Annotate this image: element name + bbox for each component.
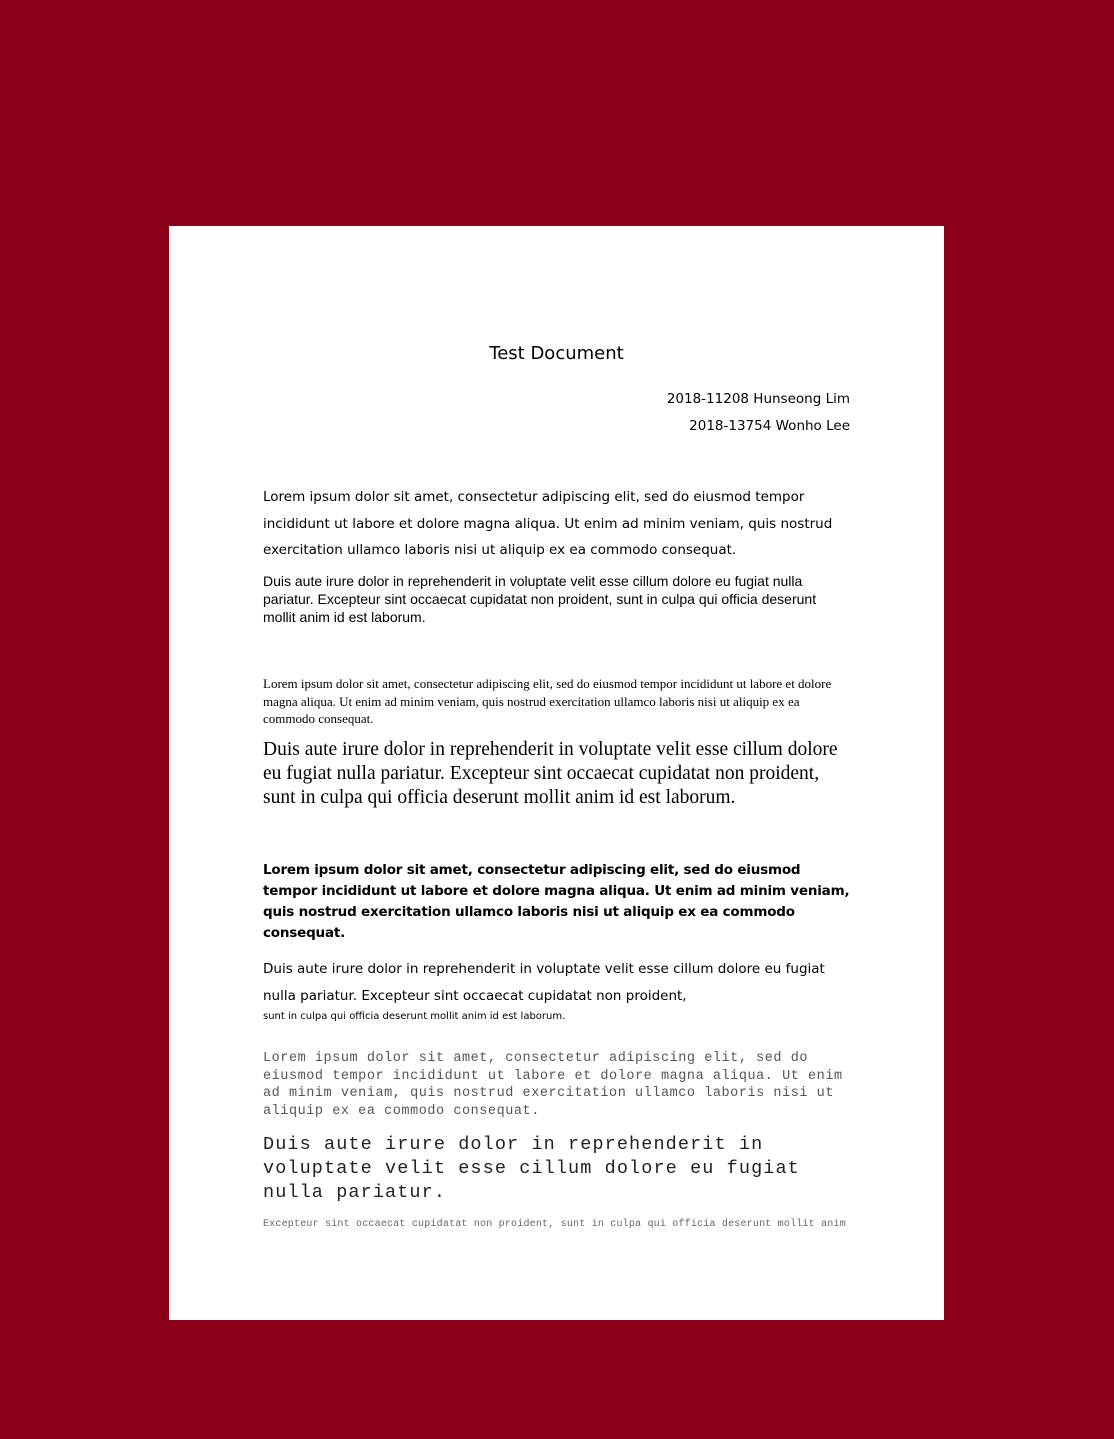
- section-mono: [263, 1050, 850, 1231]
- section-serif: [263, 675, 850, 810]
- paragraph: Duis aute irure dolor in reprehenderit in voluptate velit esse cillum dolore eu fugiat nulla pariatur.: [263, 1134, 800, 1203]
- document-page: [169, 226, 944, 1320]
- section-sans: [263, 484, 850, 626]
- paragraph: Lorem ipsum dolor sit amet, consectetur adipiscing elit, sed do eiusmod tempor incididunt ut labore et dolore magna aliqua. Ut enim ad minim veniam, quis nostrud exercitation ullamco laboris nisi ut aliquip ex ea commodo consequat.: [263, 489, 833, 558]
- paragraph: Excepteur sint occaecat cupidatat non proident, sunt in culpa qui officia deserunt mollit anim: [263, 1219, 846, 1230]
- paragraph: sunt in culpa qui officia deserunt mollit anim id est laborum.: [263, 1011, 566, 1022]
- paragraph: Duis aute irure dolor in reprehenderit in voluptate velit esse cillum dolore eu fugiat nulla pariatur. Excepteur sint occaecat cupidatat non proident,: [263, 961, 825, 1004]
- paragraph: Duis aute irure dolor in reprehenderit in voluptate velit esse cillum dolore eu fugiat nulla pariatur. Excepteur sint occaecat cupidatat non proident, sunt in culpa qui officia deserunt mollit anim id est laborum.: [263, 738, 838, 808]
- section-mixed: [263, 860, 850, 1023]
- paragraph: Lorem ipsum dolor sit amet, consectetur adipiscing elit, sed do eiusmod tempor incididunt ut labore et dolore magna aliqua. Ut enim ad minim veniam, quis nostrud exercitation ullamco laboris nisi ut aliquip ex ea commodo consequat.: [263, 1051, 843, 1119]
- document-title: Test Document: [489, 343, 624, 364]
- paragraph: Lorem ipsum dolor sit amet, consectetur adipiscing elit, sed do eiusmod tempor incididunt ut labore et dolore magna aliqua. Ut enim ad minim veniam, quis nostrud exercitation ullamco laboris nisi ut aliquip ex ea commodo consequat.: [263, 676, 832, 726]
- author-list: [667, 386, 850, 440]
- author-entry: 2018-13754 Wonho Lee: [689, 418, 850, 434]
- author-entry: 2018-11208 Hunseong Lim: [666, 391, 850, 407]
- paragraph: Duis aute irure dolor in reprehenderit in voluptate velit esse cillum dolore eu fugiat nulla pariatur. Excepteur sint occaecat cupidatat non proident, sunt in culpa qui officia deserunt mollit anim id est laborum.: [263, 572, 817, 625]
- paragraph: Lorem ipsum dolor sit amet, consectetur adipiscing elit, sed do eiusmod tempor incididunt ut labore et dolore magna aliqua. Ut enim ad minim veniam, quis nostrud exercitation ullamco laboris nisi ut aliquip ex ea commodo consequat.: [263, 862, 850, 941]
